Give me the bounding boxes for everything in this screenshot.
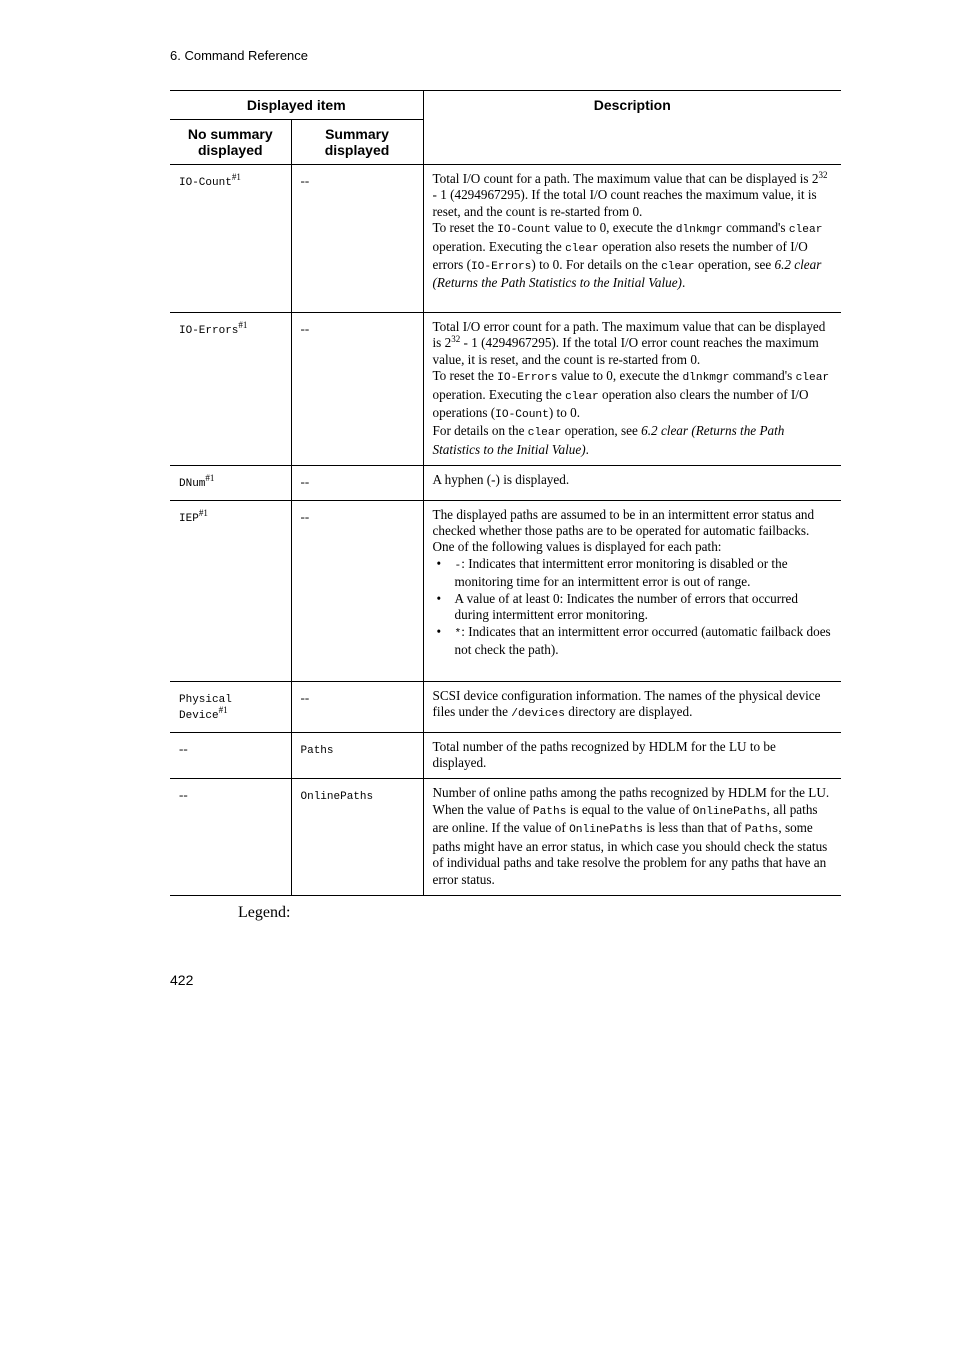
running-header: 6. Command Reference (170, 48, 309, 63)
description-cell: Total I/O count for a path. The maximum value that can be displayed is $2^{32} - 1$ (4294967295). If the total I/O count reaches the maximum value, it is reset, and the count is re-started from 0. To reset the IO-Count value to 0, execute the dlnkmgr command's clear operation. Executing the clear operation also resets the number of I/O errors (IO-Errors) to 0. For details on the clear operation, see 6.2 clear (Returns the Path Statistics to the Initial Value). (423, 165, 841, 313)
header-displayed-item: Displayed item (170, 91, 423, 120)
summary-cell: -- (291, 500, 423, 681)
list-item: • A value of at least 0: Indicates the number of errors that occurred during intermittent error monitoring. (455, 591, 833, 624)
item-name: DNum$^{\#1}$ (170, 466, 291, 500)
legend-label: Legend: (238, 904, 291, 921)
table-row (170, 500, 841, 681)
item-name: Paths (291, 732, 423, 779)
summary-cell: -- (291, 313, 423, 466)
list-item: • *: Indicates that an intermittent error occurred (automatic failback does not check the path). (455, 624, 833, 659)
item-name: IO-Errors$^{\#1}$ (170, 313, 291, 466)
displayed-items-table (170, 90, 841, 896)
table-row (170, 313, 841, 466)
description-cell: SCSI device configuration information. The names of the physical device files under the /devices directory are displayed. (423, 681, 841, 732)
description-cell: Total I/O error count for a path. The maximum value that can be displayed is $2^{32} - 1$ (4294967295). If the total I/O error count reaches the maximum value, it is reset, and the count is re-started from 0. To reset the IO-Errors value to 0, execute the dlnkmgr command's clear operation. Executing the clear operation also clears the number of I/O operations (IO-Count) to 0. For details on the clear operation, see 6.2 clear (Returns the Path Statistics to the Initial Value). (423, 313, 841, 466)
no-summary-cell: -- (170, 779, 291, 895)
description-cell: A hyphen (-) is displayed. (423, 466, 841, 500)
page-number: 422 (170, 972, 194, 988)
value-list (433, 556, 833, 658)
description-cell: Number of online paths among the paths recognized by HDLM for the LU. When the value of Paths is equal to the value of OnlinePaths, all paths are online. If the value of OnlinePaths is less than that of Paths, some paths might have an error status, in which case you should check the status of individual paths and take resolve the problem for any paths that have an error status. (423, 779, 841, 895)
description-cell: Total number of the paths recognized by HDLM for the LU to be displayed. (423, 732, 841, 779)
header-no-summary: No summary displayed (170, 120, 291, 165)
summary-cell: -- (291, 681, 423, 732)
table-row (170, 165, 841, 313)
table-row (170, 779, 841, 895)
table-row (170, 681, 841, 732)
item-name: IEP$^{\#1}$ (170, 500, 291, 681)
item-name: IO-Count$^{\#1}$ (170, 165, 291, 313)
list-item: • -: Indicates that intermittent error monitoring is disabled or the monitoring time for an intermittent error is out of range. (455, 556, 833, 591)
table-row (170, 732, 841, 779)
description-cell: The displayed paths are assumed to be in an intermittent error status and checked whether those paths are to be operated for automatic failbacks. One of the following values is displayed for each path: • -: Indicates that intermittent error monitoring is disabled or the monitoring time for an intermittent error is out of range. • A value of at least 0: Indicates the number of errors that occurred during intermittent error monitoring. • *: Indicates that an intermittent error occurred (automatic failback does not check the path). (423, 500, 841, 681)
item-name: OnlinePaths (291, 779, 423, 895)
summary-cell: -- (291, 466, 423, 500)
header-summary: Summary displayed (291, 120, 423, 165)
header-description: Description (423, 91, 841, 165)
item-name: Physical Device$^{\#1}$ (170, 681, 291, 732)
table-row (170, 466, 841, 500)
summary-cell: -- (291, 165, 423, 313)
no-summary-cell: -- (170, 732, 291, 779)
